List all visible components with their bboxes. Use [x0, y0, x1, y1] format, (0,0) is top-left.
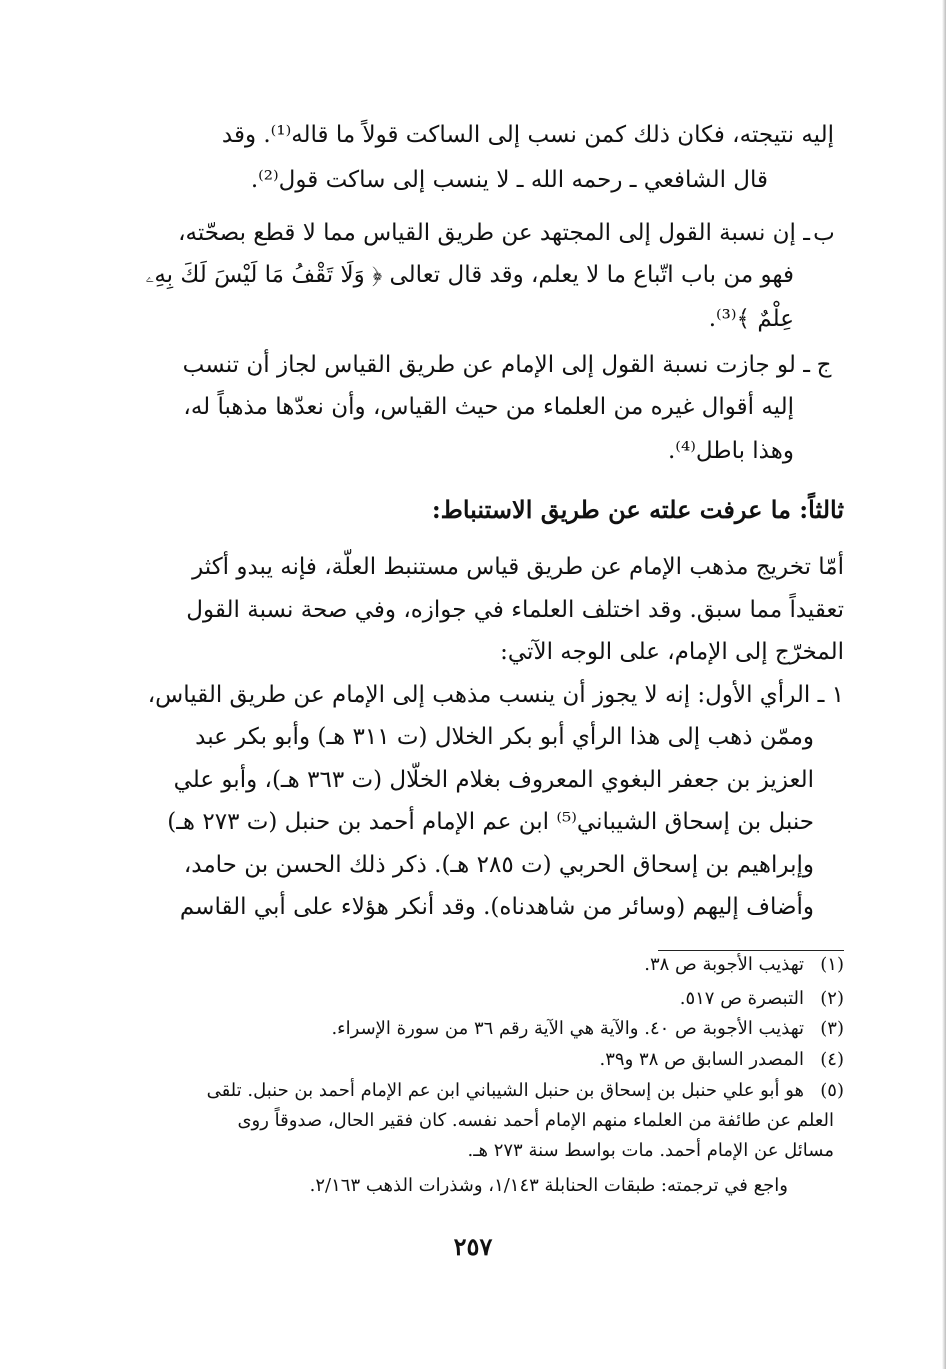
footnote-5-line-2: العلم عن طائفة من العلماء منهم الإمام أحمد نفسه. كان فقير الحال، صدوقاً روى — [237, 1110, 834, 1131]
footnote-text: تهذيب الأجوبة ص ٤٠. والآية هي الآية رقم ٣٦ من سورة الإسراء. — [331, 1018, 804, 1039]
list-item-line: فهو من باب اتّباع ما لا يعلم، وقد قال تعالى ﴿ وَلَا تَقْفُ مَا لَيْسَ لَكَ بِهِۦ — [145, 262, 794, 288]
footnote-separator — [658, 950, 844, 951]
section-heading: ثالثاً: ما عرفت علته عن طريق الاستنباط: — [431, 495, 844, 524]
footnote-number: (٥) — [820, 1080, 844, 1101]
footnote-4 — [104, 1047, 844, 1073]
body-line-5: وممّن ذهب إلى هذا الرأي أبو بكر الخلال (ت ٣١١ هـ) وأبو بكر عبد — [195, 724, 814, 750]
body-line-7: حنبل بن إسحاق الشيباني⁽⁵⁾ ابن عم الإمام أحمد بن حنبل (ت ٢٧٣ هـ) — [167, 809, 814, 835]
list-item-line: ـ لو جازت نسبة القول إلى الإمام عن طريق القياس لجاز أن تنسب — [182, 352, 810, 378]
page-number: ٢٥٧ — [453, 1232, 493, 1261]
page-edge-shadow — [942, 0, 946, 1369]
footnote-number: (٤) — [820, 1049, 844, 1070]
footnote-2 — [104, 986, 844, 1012]
footnote-number: (١) — [820, 954, 844, 975]
footnote-1 — [104, 952, 844, 978]
list-item-line: ـ إن نسبة القول إلى المجتهد عن طريق القياس مما لا قطع بصحّته، — [178, 220, 810, 246]
list-item-line: عِلْمٌ ﴾⁽³⁾. — [708, 306, 794, 332]
footnote-text: تهذيب الأجوبة ص ٣٨. — [644, 954, 804, 975]
list-item-ba — [104, 218, 844, 348]
footnote-number: (٣) — [820, 1018, 844, 1039]
list-item-label: ب — [813, 220, 835, 246]
footnote-5 — [104, 1078, 844, 1104]
list-item-line: وهذا باطل⁽⁴⁾. — [668, 438, 794, 464]
intro-line-2: قال الشافعي ـ رحمه الله ـ لا ينسب إلى ساكت قول⁽²⁾. — [250, 167, 768, 193]
list-item-line: إليه أقوال غيره من العلماء من حيث القياس، وأن نعدّها مذهباً له، — [183, 394, 794, 420]
body-line-9: وأضاف إليهم (وسائر من شاهدناه). وقد أنكر هؤلاء على أبي القاسم — [179, 894, 814, 920]
footnote-number: (٢) — [820, 988, 844, 1009]
body-line-4: ١ ـ الرأي الأول: إنه لا يجوز أن ينسب مذهب إلى الإمام عن طريق القياس، — [147, 682, 844, 708]
body-line-2: تعقيداً مما سبق. وقد اختلف العلماء في جوازه، وفي صحة نسبة القول — [186, 597, 844, 623]
list-item-jim — [104, 350, 844, 480]
footnote-5-line-4: واجع في ترجمته: طبقات الحنابلة ١/١٤٣، وشذرات الذهب ٢/١٦٣. — [309, 1175, 788, 1196]
body-line-6: العزيز بن جعفر البغوي المعروف بغلام الخلّال (ت ٣٦٣ هـ)، وأبو علي — [173, 767, 814, 793]
body-line-8: وإبراهيم بن إسحاق الحربي (ت ٢٨٥ هـ). ذكر ذلك الحسن بن حامد، — [183, 852, 814, 878]
footnote-text: التبصرة ص ٥١٧. — [679, 988, 804, 1009]
intro-line-1: إليه نتيجته، فكان ذلك كمن نسب إلى الساكت قولاً ما قاله⁽¹⁾. وقد — [221, 122, 834, 148]
footnote-3 — [104, 1016, 844, 1042]
footnote-5-line-3: مسائل عن الإمام أحمد. مات بواسط سنة ٢٧٣ هـ. — [467, 1140, 834, 1161]
body-line-1: أمّا تخريج مذهب الإمام عن طريق قياس مستنبط العلّة، فإنه يبدو أكثر — [192, 554, 844, 580]
footnote-text: المصدر السابق ص ٣٨ و٣٩. — [599, 1049, 804, 1070]
body-line-3: المخرّج إلى الإمام، على الوجه الآتي: — [500, 639, 844, 665]
footnote-text: هو أبو علي حنبل بن إسحاق بن حنبل الشيباني ابن عم الإمام أحمد بن حنبل. تلقى — [206, 1080, 804, 1101]
list-item-label: ج — [816, 352, 832, 378]
